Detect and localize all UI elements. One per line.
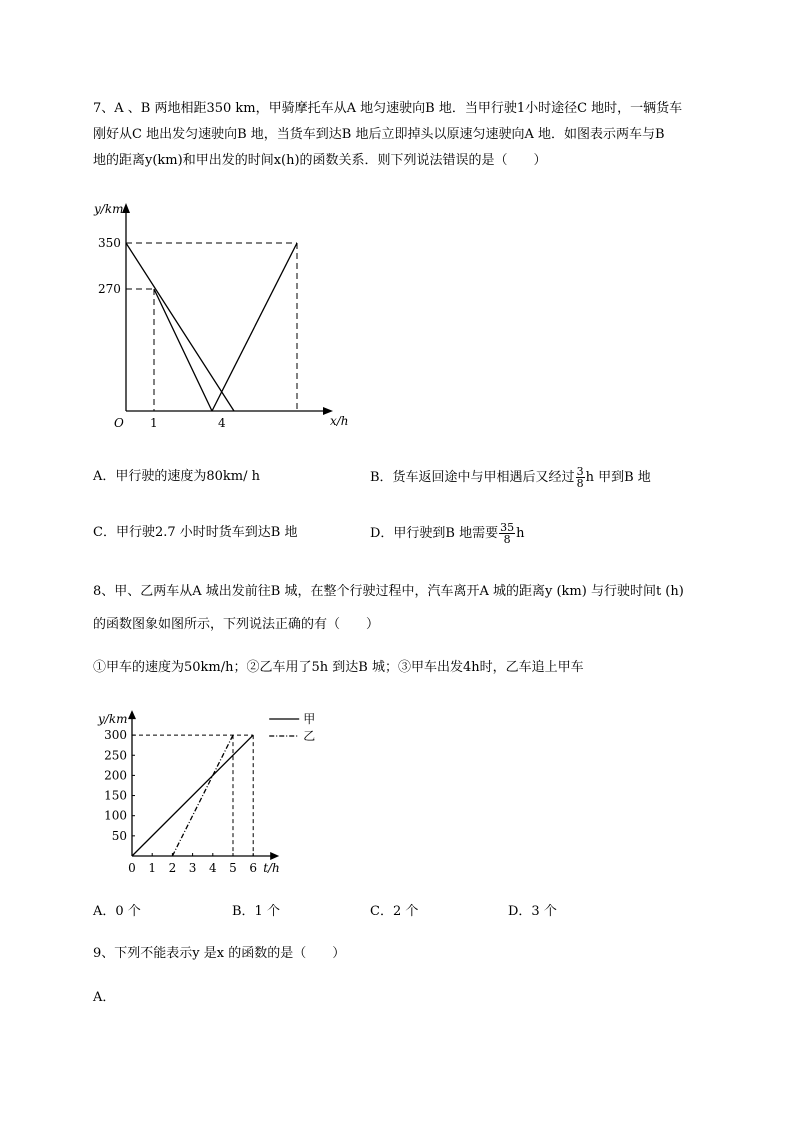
- q8-line-1: 8、甲、乙两车从A 城出发前往B 城，在整个行驶过程中，汽车离开A 城的距离y (km) 与行驶时间t (h): [93, 584, 684, 599]
- q8-legend-label: 乙: [303, 729, 316, 743]
- q7-x-axis-label: x/h: [330, 414, 349, 428]
- q8-x-arrow: [270, 852, 279, 860]
- q8-line-2: 的函数图象如图所示，下列说法正确的有（ ）: [93, 617, 380, 632]
- q8-x-tick-label: 2: [168, 861, 177, 875]
- q8-y-arrow: [128, 710, 136, 719]
- q8-option-d: D．3 个: [508, 904, 557, 919]
- q7-x-tick-4: 4: [218, 416, 226, 430]
- q7-jia-line: [126, 243, 234, 411]
- q9-option-a: A．: [93, 990, 116, 1005]
- q7-option-c: C．甲行驶2.7 小时时货车到达B 地: [93, 525, 298, 540]
- q8-x-tick-label: 4: [208, 861, 217, 875]
- q7-graph: [90, 195, 370, 435]
- q8-y-tick-label: 100: [104, 808, 127, 823]
- q8-x-axis-label: t/h: [263, 861, 280, 875]
- q8-x-tick-label: 6: [249, 861, 258, 875]
- q8-option-b: B．1 个: [232, 904, 280, 919]
- q7-option-b-fraction: $\frac{3}{8}$: [576, 465, 584, 490]
- q7-truck-line-return: [212, 243, 297, 411]
- q7-option-d: D．甲行驶到B 地需要 $\frac{35}{8}$ h: [370, 521, 525, 546]
- q7-truck-line-out: [154, 289, 212, 411]
- q8-x-tick-label: 3: [188, 861, 197, 875]
- q8-option-c: C．2 个: [370, 904, 419, 919]
- q8-series-line-yi: [172, 735, 233, 856]
- q8-y-tick-label: 300: [104, 728, 127, 743]
- q7-y-tick-350: 350: [98, 236, 121, 250]
- q8-series-line-jia: [132, 735, 253, 856]
- q8-x-tick-label: 5: [229, 861, 237, 875]
- q9-line-1: 9、下列不能表示y 是x 的函数的是（ ）: [93, 946, 346, 961]
- q7-line-3: 地的距离y(km)和甲出发的时间x(h)的函数关系．则下列说法错误的是（ ）: [93, 153, 547, 168]
- q8-y-tick-label: 150: [104, 788, 127, 803]
- q8-line-3: ①甲车的速度为50km/h；②乙车用了5h 到达B 城；③甲车出发4h时，乙车追上甲车: [93, 660, 584, 675]
- q8-y-tick-label: 250: [104, 748, 127, 763]
- q8-y-axis-label: y/km: [98, 712, 128, 727]
- q8-legend-label: 甲: [303, 712, 316, 726]
- q7-option-b: B．货车返回途中与甲相遇后又经过 $\frac{3}{8}$ h 甲到B 地: [370, 465, 651, 490]
- q7-line-1: 7、A 、B 两地相距350 km，甲骑摩托车从A 地匀速驶向B 地．当甲行驶1小时途径C 地时，一辆货车: [93, 101, 683, 116]
- q7-option-d-fraction: $\frac{35}{8}$: [500, 521, 515, 546]
- q8-y-tick-label: 50: [111, 828, 127, 843]
- q8-x-tick-label: 0: [128, 861, 136, 875]
- q8-chart: [90, 705, 330, 885]
- q7-option-a: A．甲行驶的速度为80km/ h: [93, 469, 261, 484]
- q8-y-tick-label: 200: [104, 768, 127, 783]
- q8-option-a: A．0 个: [93, 904, 141, 919]
- q7-origin-label: O: [114, 416, 124, 430]
- q7-line-2: 刚好从C 地出发匀速驶向B 地，当货车到达B 地后立即掉头以原速匀速驶向A 地．如图表示两车与B: [93, 127, 665, 142]
- q7-y-axis-label: y/km: [94, 202, 124, 216]
- q8-x-tick-label: 1: [148, 861, 157, 875]
- q7-y-tick-270: 270: [98, 282, 121, 296]
- q7-x-tick-1: 1: [150, 416, 158, 430]
